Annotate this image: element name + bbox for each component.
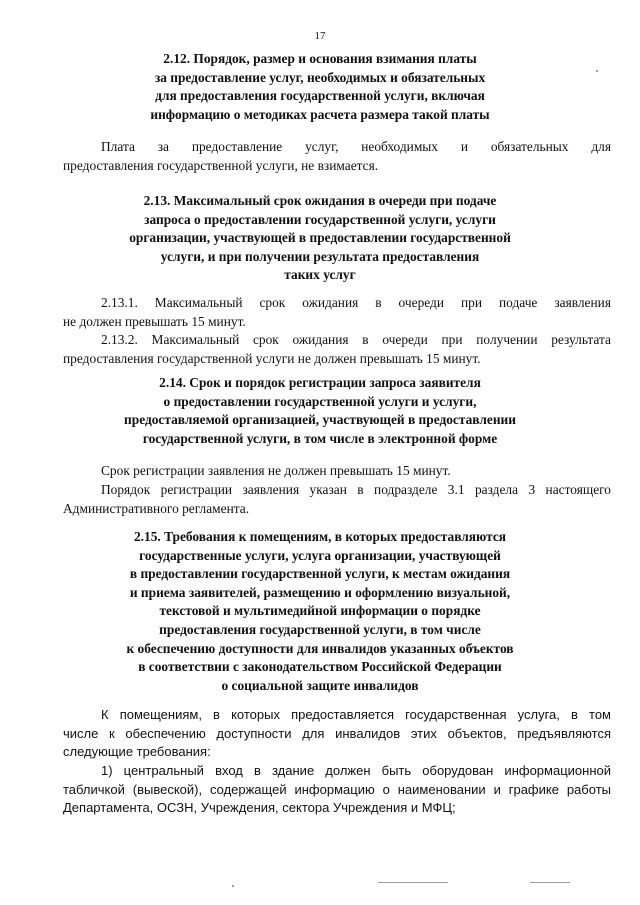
paragraph-line: не должен превышать 15 минут. (63, 313, 246, 329)
paragraph-line: Срок регистрации заявления не должен превышать 15 минут. (101, 463, 451, 478)
heading-line: в соответствии с законодательством Российской Федерации (138, 659, 502, 675)
section-2-15-paragraph-2 (63, 762, 611, 818)
scan-footer-mark (530, 882, 570, 883)
scan-speck (596, 70, 598, 72)
section-2-15-heading (60, 528, 580, 695)
paragraph-line: предоставления государственной услуги, не взимается. (63, 157, 379, 173)
paragraph-line: 2.13.1. Максимальный срок ожидания в очереди при подаче заявления (101, 295, 611, 310)
heading-line: к обеспечению доступности для инвалидов указанных объектов (126, 640, 514, 656)
heading-line: 2.14. Срок и порядок регистрации запроса заявителя (159, 375, 481, 390)
scan-speck (232, 885, 234, 887)
section-2-13-1-paragraph (63, 294, 611, 331)
heading-line: государственной услуги, в том числе в электронной форме (142, 430, 498, 446)
heading-line: для предоставления государственной услуги, включая (155, 88, 485, 104)
heading-line: государственные услуги, услуга организации, участвующей (139, 547, 501, 563)
heading-line: услуги, и при получении результата предоставления (160, 248, 480, 264)
heading-line: за предоставление услуг, необходимых и обязательных (154, 69, 486, 85)
paragraph-line: Департамента, ОСЗН, Учреждения, сектора Учреждения и МФЦ; (63, 800, 456, 816)
heading-line: о предоставлении государственной услуги и услуги, (163, 393, 477, 409)
heading-line: 2.13. Максимальный срок ожидания в очереди при подаче (143, 193, 497, 208)
paragraph-line: Административного регламента. (63, 500, 250, 516)
section-2-14-paragraph-2 (63, 481, 611, 518)
paragraph-line: Порядок регистрации заявления указан в подразделе 3.1 раздела 3 настоящего (101, 482, 611, 497)
section-2-14-paragraph-1 (63, 462, 611, 481)
heading-line: в предоставлении государственной услуги, к местам ожидания (129, 566, 511, 582)
paragraph-line: 1) центральный вход в здание должен быть оборудован информационной (101, 763, 611, 778)
paragraph-line: числе к обеспечению доступности для инвалидов этих объектов, предъявляются (63, 725, 611, 741)
paragraph-line: табличкой (вывеской), содержащей информацию о наименовании и графике работы (63, 781, 611, 797)
section-2-12-heading (60, 50, 580, 124)
paragraph-line: Плата за предоставление услуг, необходимых и обязательных для (101, 139, 611, 154)
paragraph-line: К помещениям, в которых предоставляется государственная услуга, в том (101, 707, 611, 722)
heading-line: о социальной защите инвалидов (221, 677, 419, 693)
heading-line: и приема заявителей, размещению и оформлению визуальной, (129, 584, 511, 600)
heading-line: информацию о методиках расчета размера такой платы (150, 106, 490, 122)
heading-line: 2.15. Требования к помещениям, в которых предоставляются (133, 529, 507, 544)
section-2-14-heading (60, 374, 580, 448)
scan-footer-mark (378, 882, 448, 883)
heading-line: запроса о предоставлении государственной услуги, услуги (144, 211, 496, 227)
heading-line: таких услуг (284, 267, 356, 283)
paragraph-line: предоставления государственной услуги не должен превышать 15 минут. (63, 350, 481, 366)
section-2-12-paragraph (63, 138, 611, 175)
paragraph-line: 2.13.2. Максимальный срок ожидания в очереди при получении результата (101, 332, 611, 347)
heading-line: текстовой и мультимедийной информации о порядке (159, 603, 481, 619)
section-2-13-heading (60, 192, 580, 285)
section-2-13-2-paragraph (63, 331, 611, 368)
heading-line: предоставления государственной услуги, в том числе (159, 621, 481, 637)
heading-line: организации, участвующей в предоставлении государственной (129, 230, 511, 246)
section-2-15-paragraph-1 (63, 706, 611, 762)
paragraph-line: следующие требования: (63, 744, 211, 760)
page-number: 17 (314, 30, 326, 42)
heading-line: 2.12. Порядок, размер и основания взимания платы (163, 51, 477, 66)
heading-line: предоставляемой организацией, участвующей в предоставлении (124, 412, 516, 428)
